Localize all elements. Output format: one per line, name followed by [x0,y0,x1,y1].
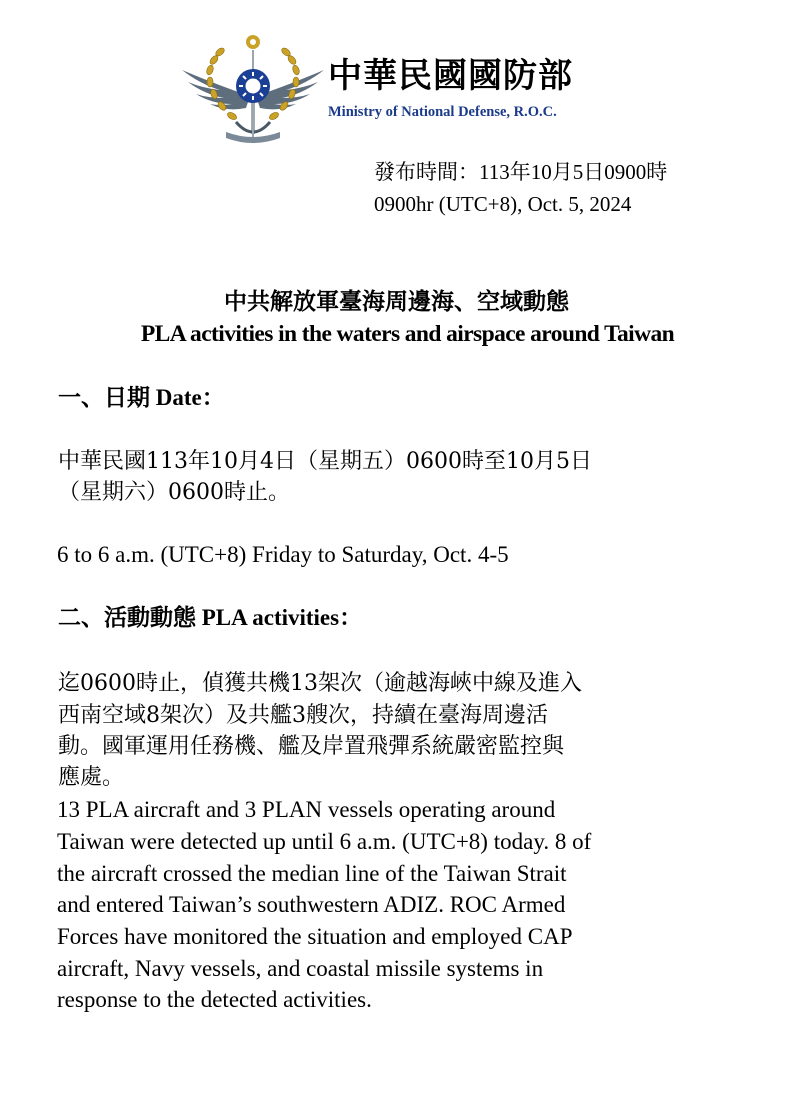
title-en: PLA activities in the waters and airspace around Taiwan [140,321,675,347]
activities-zh-line-1: 迄0600時止，偵獲共機13架次（逾越海峽中線及進入 [58,671,582,696]
activities-zh-line-4: 應處。 [58,765,125,790]
org-name-zh: 中華民國國防部 [328,56,573,96]
activities-en-line-7: response to the detected activities. [57,987,372,1012]
activities-en-line-2: Taiwan were detected up until 6 a.m. (UTC+8) today. 8 of [57,829,592,854]
activities-en-line-6: aircraft, Navy vessels, and coastal missile systems in [57,956,544,981]
activities-en-line-3: the aircraft crossed the median line of the Taiwan Strait [57,861,567,886]
section-activities-heading: 二、活動動態 PLA activities： [58,605,363,630]
release-time-zh: 發布時間：113年10月5日0900時 [374,160,668,184]
section-date-heading: 一、日期 Date： [58,385,225,410]
org-name-en: Ministry of National Defense, R.O.C. [328,104,557,120]
date-en-line: 6 to 6 a.m. (UTC+8) Friday to Saturday, Oct. 4-5 [57,542,509,567]
activities-zh-line-2: 西南空域8架次）及共艦3艘次，持續在臺海周邊活 [58,703,548,728]
title-zh: 中共解放軍臺海周邊海、空域動態 [224,288,569,315]
activities-en-line-4: and entered Taiwan’s southwestern ADIZ. ROC Armed [57,892,566,917]
activities-zh-line-3: 動。國軍運用任務機、艦及岸置飛彈系統嚴密監控與 [58,734,565,759]
release-time-en: 0900hr (UTC+8), Oct. 5, 2024 [374,192,632,216]
activities-en-line-1: 13 PLA aircraft and 3 PLAN vessels operating around [57,797,556,822]
activities-en-line-5: Forces have monitored the situation and employed CAP [57,924,573,949]
date-zh-line-2: （星期六）0600時止。 [58,480,290,505]
ministry-emblem-icon [180,30,326,146]
date-zh-line-1: 中華民國113年10月4日（星期五）0600時至10月5日 [58,449,592,474]
